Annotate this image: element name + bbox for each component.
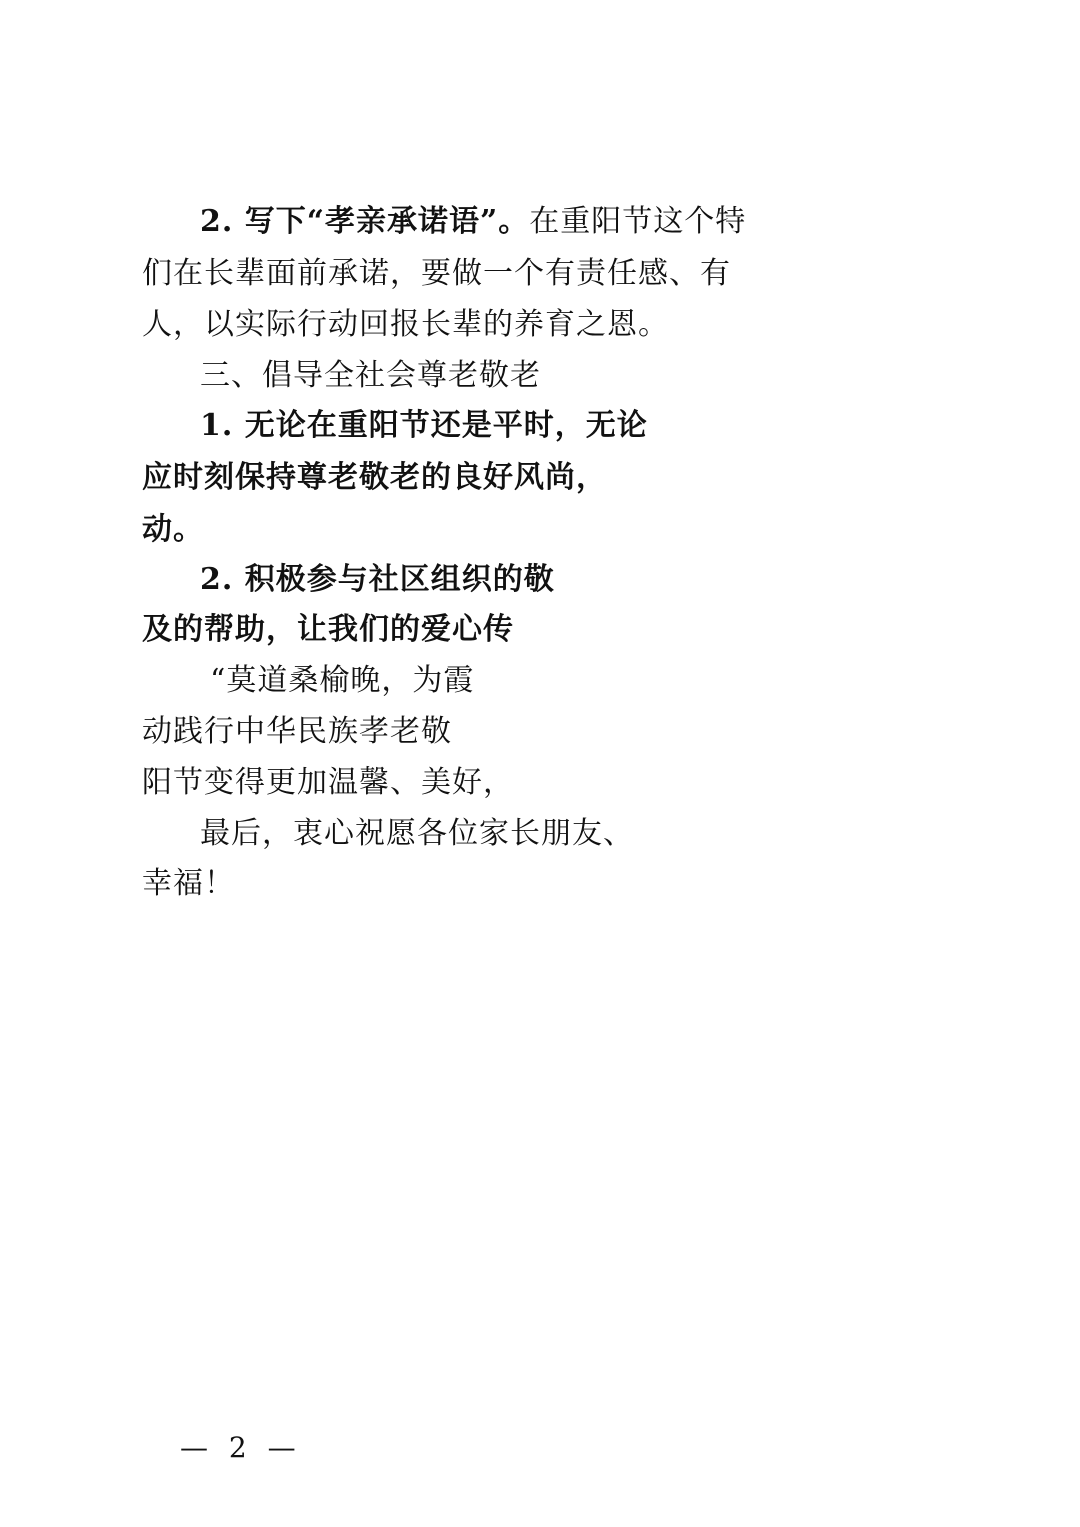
section-heading: 三、倡导全社会尊老敬老: [200, 358, 541, 393]
closing-line: 最后，衷心祝愿各位家长朋友、: [200, 816, 634, 851]
quote-line: “莫道桑榆晚，为霞: [210, 663, 475, 698]
bold-heading-text: 2. 写下“孝亲承诺语”。: [200, 204, 530, 239]
closing-line-end: 幸福！: [142, 866, 235, 901]
paragraph-line-6: 应时刻保持尊老敬老的良好风尚，: [142, 460, 607, 495]
paragraph-line-2: 们在长辈面前承诺，要做一个有责任感、有: [142, 256, 731, 291]
paragraph-line-11: 动践行中华民族孝老敬: [142, 714, 452, 749]
paragraph-line-5: 1. 无论在重阳节还是平时，无论: [200, 408, 648, 443]
page-number: — 2 —: [180, 1431, 302, 1464]
paragraph-line-1: [200, 204, 746, 240]
line-text: 在重阳节这个特: [529, 204, 747, 239]
paragraph-line-9: 及的帮助，让我们的爱心传: [142, 612, 514, 647]
paragraph-line-7: 动。: [142, 512, 204, 547]
paragraph-line-3: 人，以实际行动回报长辈的养育之恩。: [142, 307, 669, 342]
paragraph-line-8: 2. 积极参与社区组织的敬: [200, 562, 555, 597]
paragraph-line-12: 阳节变得更加温馨、美好，: [142, 765, 514, 800]
